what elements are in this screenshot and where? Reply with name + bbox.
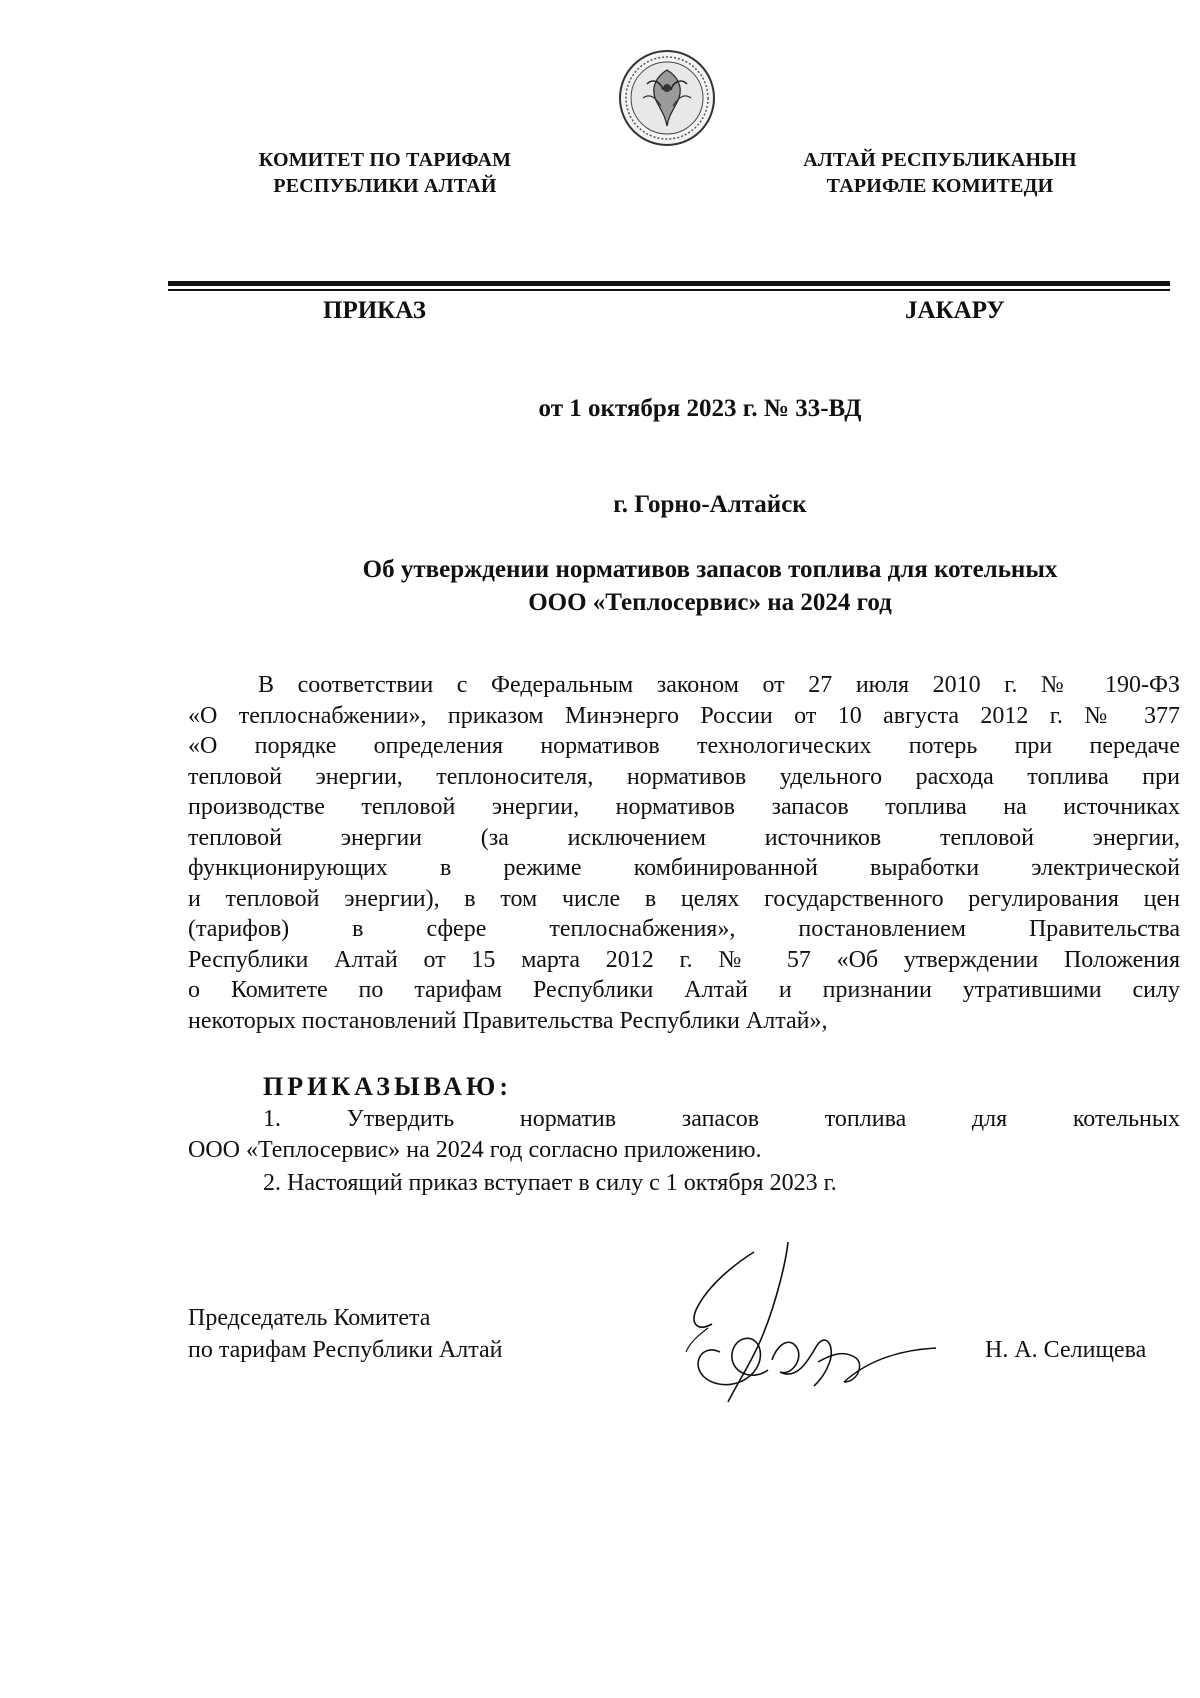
committee-name-altai-line2: ТАРИФЛЕ КОМИТЕДИ: [826, 175, 1054, 197]
committee-name-ru-line1: КОМИТЕТ ПО ТАРИФАМ: [258, 149, 512, 171]
document-title-line2: ООО «Теплосервис» на 2024 год: [528, 589, 892, 616]
preamble-line: функционирующих в режиме комбинированной выработки электрической: [188, 855, 1180, 881]
preamble-line: и тепловой энергии), в том числе в целях государственного регулирования цен: [188, 885, 1180, 912]
preamble-paragraph: [188, 670, 1180, 1036]
order-item-2: 2. Настоящий приказ вступает в силу с 1 октября 2023 г.: [263, 1170, 837, 1196]
preamble-line: Республики Алтай от 15 марта 2012 г. № 57 «Об утверждении Положения: [188, 946, 1180, 973]
order-label-altai: JАКАРУ: [905, 297, 1005, 324]
preamble-line: некоторых постановлений Правительства Республики Алтай»,: [188, 1007, 828, 1034]
preamble-line: производстве тепловой энергии, нормативов запасов топлива на источниках: [188, 794, 1180, 820]
committee-name-altai-line1: АЛТАЙ РЕСПУБЛИКАНЫН: [803, 149, 1077, 171]
preamble-line: тепловой энергии (за исключением источников тепловой энергии,: [188, 824, 1180, 851]
committee-name-altai: [770, 147, 1110, 199]
signatory-name: Н. А. Селищева: [985, 1337, 1147, 1363]
order-city: г. Горно-Алтайск: [613, 491, 807, 518]
handwritten-signature: [668, 1232, 958, 1422]
committee-name-ru-line2: РЕСПУБЛИКИ АЛТАЙ: [273, 175, 497, 197]
order-item-1: [188, 1104, 1180, 1166]
republic-altai-emblem-icon: [617, 48, 717, 148]
preamble-line: «О теплоснабжении», приказом Минэнерго России от 10 августа 2012 г. № 377: [188, 702, 1180, 729]
order-date-number: от 1 октября 2023 г. № 33-ВД: [538, 395, 862, 422]
preamble-line: о Комитете по тарифам Республики Алтай и признании утратившими силу: [188, 977, 1180, 1003]
preamble-line: В соответствии с Федеральным законом от 27 июля 2010 г. № 190-ФЗ: [258, 672, 1180, 698]
preamble-line: (тарифов) в сфере теплоснабжения», постановлением Правительства: [188, 916, 1180, 942]
order-item-1-line1: 1. Утвердить норматив запасов топлива для котельных: [263, 1106, 1180, 1132]
preamble-line: «О порядке определения нормативов технологических потерь при передаче: [188, 733, 1180, 759]
committee-name-ru: [215, 147, 555, 199]
signatory-position-line1: Председатель Комитета: [188, 1305, 431, 1331]
decree-word: ПРИКАЗЫВАЮ:: [263, 1072, 512, 1101]
signatory-position-line2: по тарифам Республики Алтай: [188, 1337, 503, 1363]
document-title: [290, 553, 1130, 619]
header-divider-thick: [168, 281, 1170, 286]
header-divider-thin: [168, 289, 1170, 291]
order-item-1-line2: ООО «Теплосервис» на 2024 год согласно приложению.: [188, 1137, 762, 1163]
preamble-line: тепловой энергии, теплоносителя, нормативов удельного расхода топлива при: [188, 763, 1180, 790]
order-label-ru: ПРИКАЗ: [323, 297, 426, 324]
document-title-line1: Об утверждении нормативов запасов топлива для котельных: [362, 556, 1058, 583]
signatory-position: [188, 1302, 503, 1366]
